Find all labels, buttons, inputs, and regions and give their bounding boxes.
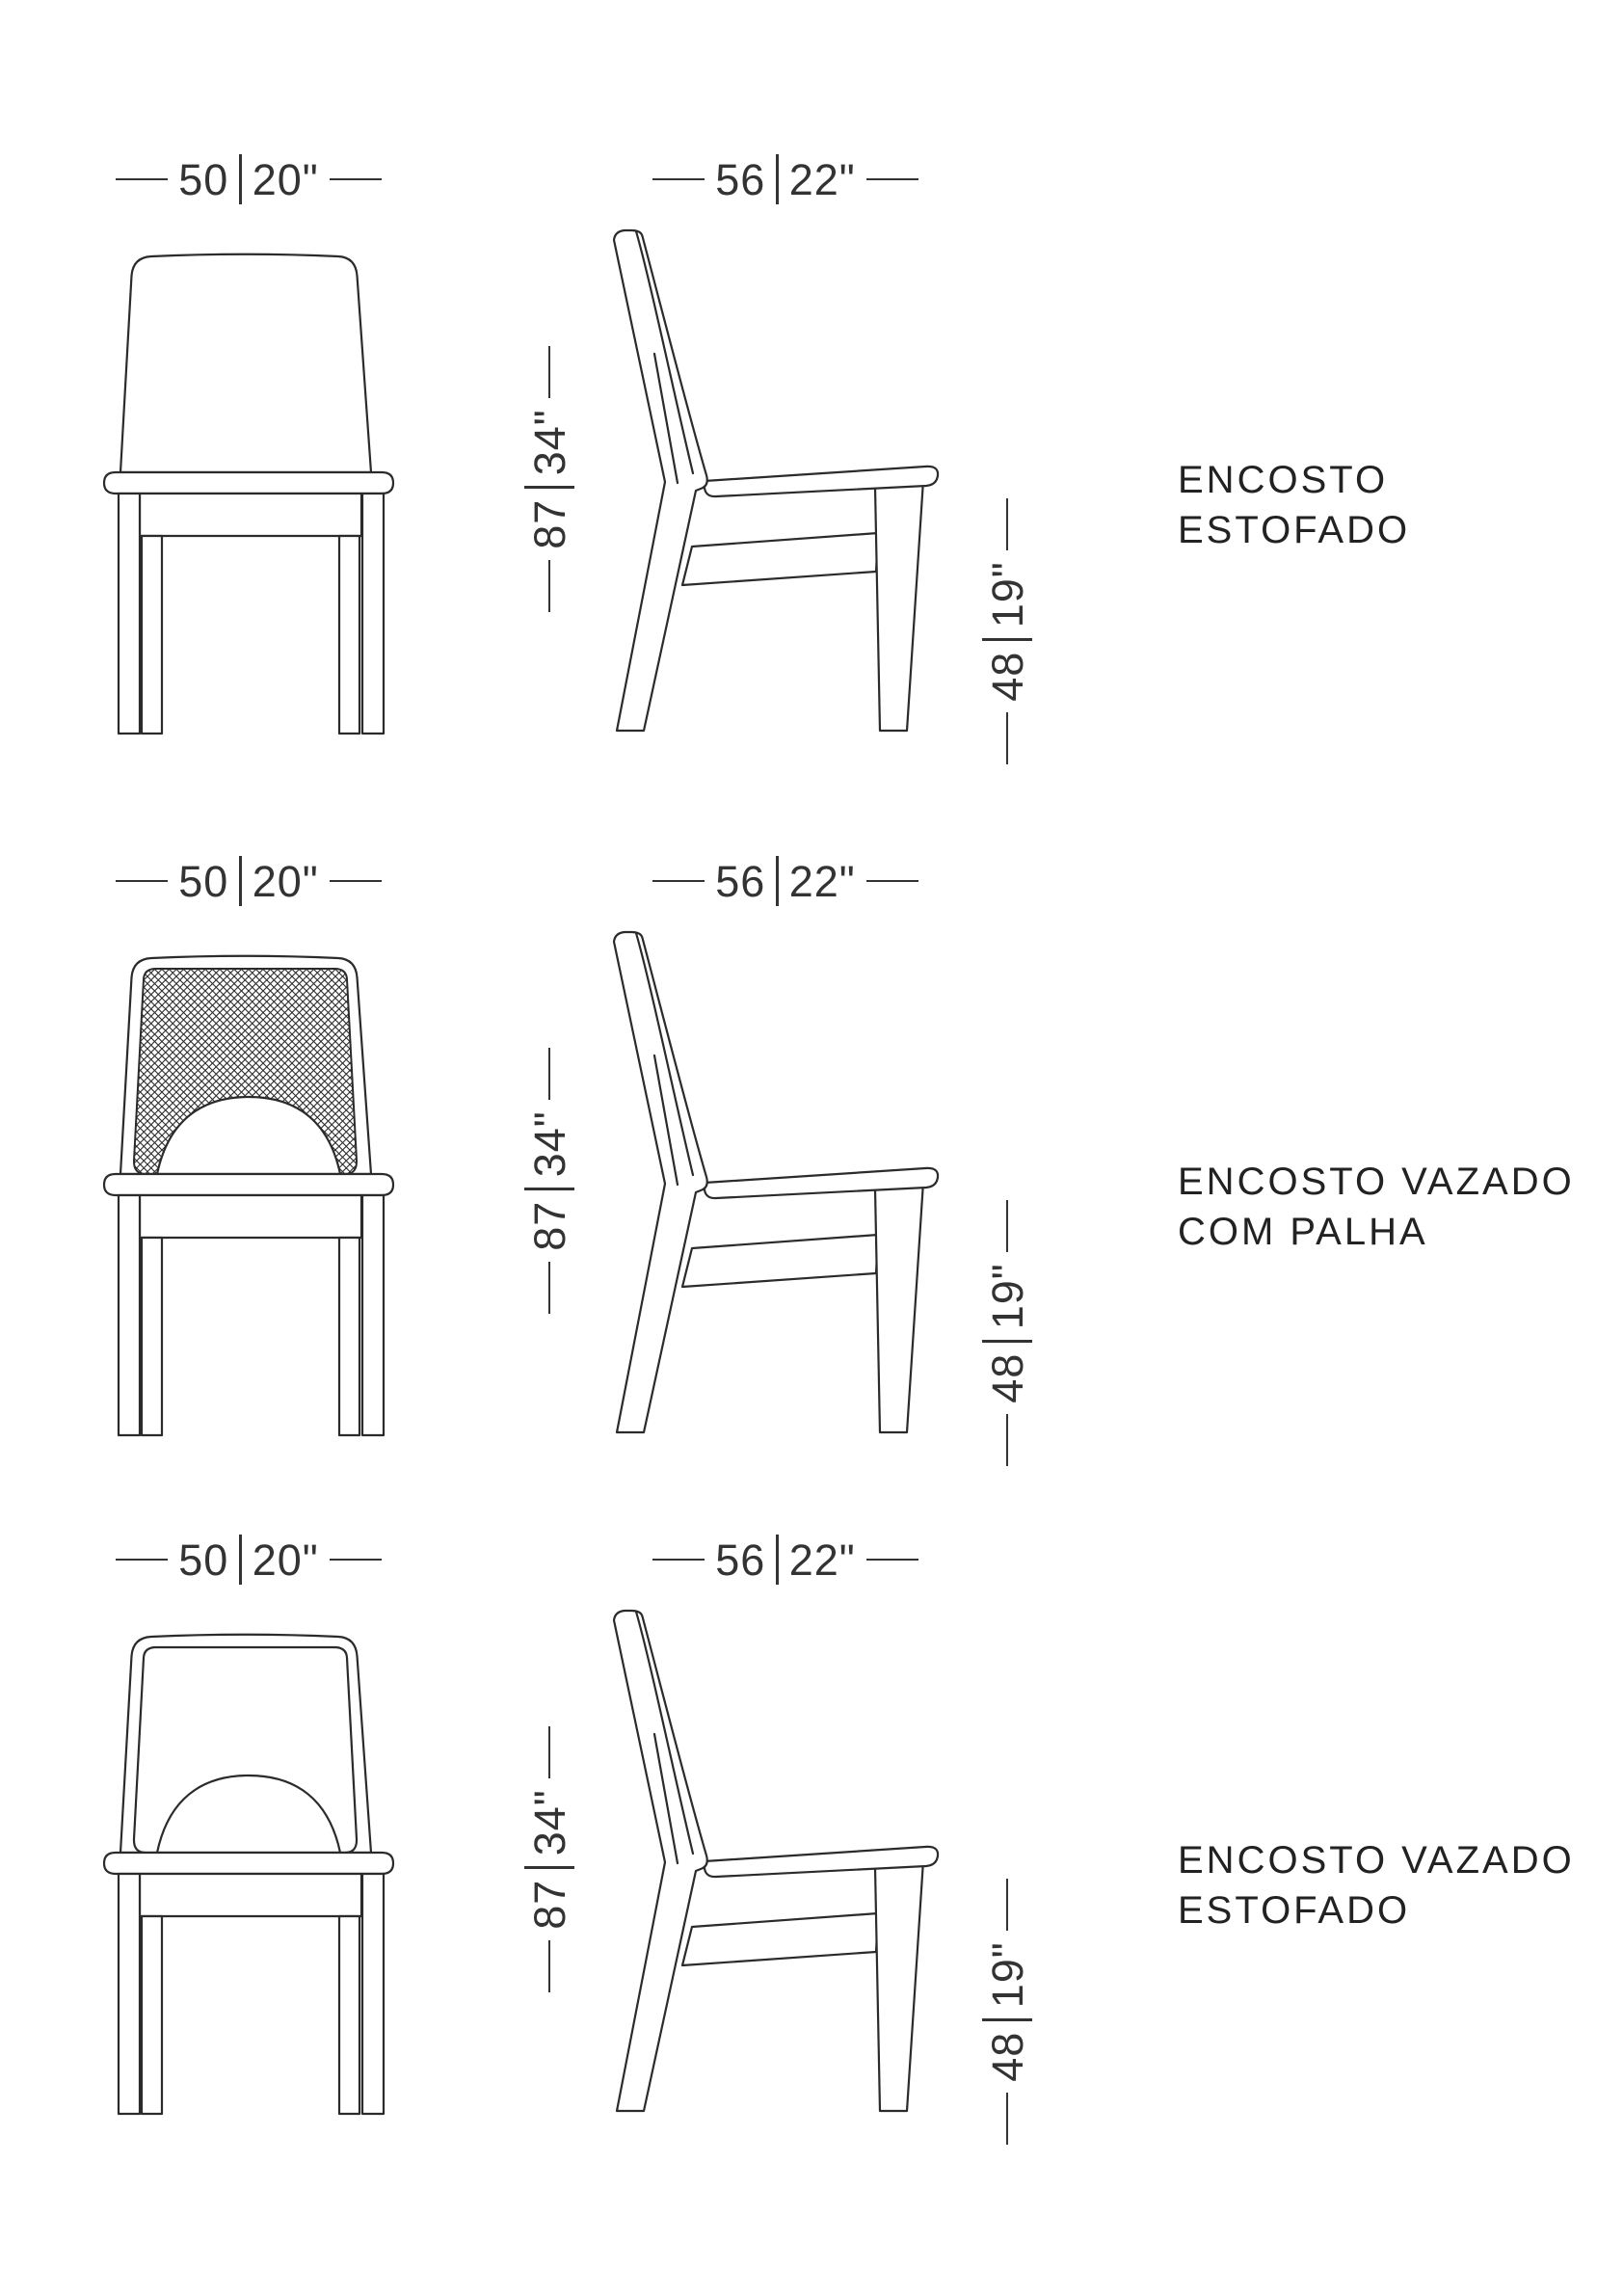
dimension-tick-line xyxy=(116,880,168,882)
side-backpost-and-back-leg xyxy=(614,932,707,1432)
dimension-tick-line xyxy=(1006,712,1008,764)
height-in-value: 34" xyxy=(524,1789,574,1856)
unit-separator-bar xyxy=(524,1188,574,1189)
depth-in-value: 22" xyxy=(788,856,856,906)
side-stretcher-rail xyxy=(682,533,878,585)
front-width-dimension xyxy=(104,1535,393,1585)
seat-height-cm-value: 48 xyxy=(982,2031,1032,2082)
seat-height-dimension xyxy=(982,496,1032,766)
chair-side-view-drawing xyxy=(593,1609,942,2113)
seat-apron xyxy=(140,494,361,536)
dimension-tick-line xyxy=(548,560,550,612)
total-height-dimension xyxy=(524,1046,574,1316)
back-left-leg xyxy=(142,1916,162,2114)
back-right-leg xyxy=(339,1916,359,2114)
caption-line: ESTOFADO xyxy=(1178,1889,1411,1932)
seat-cushion xyxy=(104,1853,393,1874)
dimension-tick-line xyxy=(1006,2093,1008,2145)
dimension-tick-line xyxy=(1006,1879,1008,1931)
dimension-tick-line xyxy=(330,1559,382,1561)
seat-height-dimension xyxy=(982,1877,1032,2147)
dimension-tick-line xyxy=(1006,1414,1008,1466)
front-right-leg xyxy=(362,494,384,734)
total-height-dimension xyxy=(524,1724,574,1994)
width-cm-value: 50 xyxy=(178,1535,229,1585)
seat-height-cm-value: 48 xyxy=(982,1352,1032,1403)
backrest-outline xyxy=(120,254,371,472)
seat-height-in-value: 19" xyxy=(982,1941,1032,2009)
dimension-tick-line xyxy=(548,1940,550,1992)
unit-separator-bar xyxy=(982,1340,1032,1342)
seat-apron xyxy=(140,1874,361,1916)
caption-line: ENCOSTO xyxy=(1178,459,1389,501)
front-left-leg xyxy=(119,1874,140,2114)
caption-line: ESTOFADO xyxy=(1178,509,1411,551)
variant-caption xyxy=(1178,1157,1575,1257)
side-front-leg xyxy=(875,480,923,731)
dimension-tick-line xyxy=(866,178,918,180)
caption-line: COM PALHA xyxy=(1178,1211,1428,1253)
height-in-value: 34" xyxy=(524,409,574,476)
dimension-tick-line xyxy=(548,1048,550,1100)
dimension-tick-line xyxy=(1006,1200,1008,1252)
seat-cushion xyxy=(104,472,393,494)
back-right-leg xyxy=(339,536,359,734)
side-stretcher-rail xyxy=(682,1235,878,1287)
side-stretcher-rail xyxy=(682,1913,878,1965)
dimension-tick-line xyxy=(330,178,382,180)
depth-dimension xyxy=(611,1535,960,1585)
seat-height-dimension xyxy=(982,1198,1032,1468)
seat-cushion xyxy=(104,1174,393,1195)
depth-cm-value: 56 xyxy=(715,1535,766,1585)
seat-height-cm-value: 48 xyxy=(982,651,1032,702)
chair-front-view-drawing-open-upholstered xyxy=(104,1612,393,2116)
unit-separator-bar xyxy=(524,1866,574,1868)
back-left-leg xyxy=(142,1238,162,1435)
dimension-tick-line xyxy=(116,1559,168,1561)
depth-in-value: 22" xyxy=(788,154,856,204)
width-in-value: 20" xyxy=(252,1535,319,1585)
side-backpost-and-back-leg xyxy=(614,230,707,731)
side-front-leg xyxy=(875,1860,923,2111)
dimension-tick-line xyxy=(548,1726,550,1778)
dimension-tick-line xyxy=(330,880,382,882)
front-left-leg xyxy=(119,1195,140,1435)
width-in-value: 20" xyxy=(252,856,319,906)
seat-height-in-value: 19" xyxy=(982,561,1032,628)
depth-cm-value: 56 xyxy=(715,154,766,204)
back-left-leg xyxy=(142,536,162,734)
width-in-value: 20" xyxy=(252,154,319,204)
dimension-tick-line xyxy=(116,178,168,180)
unit-separator-bar xyxy=(982,2018,1032,2020)
variant-caption xyxy=(1178,455,1410,555)
height-in-value: 34" xyxy=(524,1110,574,1178)
dimension-tick-line xyxy=(652,1559,705,1561)
front-left-leg xyxy=(119,494,140,734)
chair-front-view-drawing-cane xyxy=(104,933,393,1437)
front-width-dimension xyxy=(104,856,393,906)
dimension-tick-line xyxy=(866,880,918,882)
seat-height-in-value: 19" xyxy=(982,1263,1032,1330)
variant-caption xyxy=(1178,1835,1575,1936)
front-right-leg xyxy=(362,1195,384,1435)
dimension-tick-line xyxy=(652,178,705,180)
dimension-tick-line xyxy=(1006,498,1008,550)
caption-line: ENCOSTO VAZADO xyxy=(1178,1839,1575,1882)
dimension-tick-line xyxy=(548,1262,550,1314)
back-right-leg xyxy=(339,1238,359,1435)
depth-cm-value: 56 xyxy=(715,856,766,906)
dimension-tick-line xyxy=(652,880,705,882)
depth-dimension xyxy=(611,856,960,906)
front-width-dimension xyxy=(104,154,393,204)
width-cm-value: 50 xyxy=(178,856,229,906)
unit-separator-bar xyxy=(524,486,574,488)
height-cm-value: 87 xyxy=(524,498,574,549)
chair-side-view-drawing xyxy=(593,228,942,733)
height-cm-value: 87 xyxy=(524,1879,574,1930)
depth-in-value: 22" xyxy=(788,1535,856,1585)
side-front-leg xyxy=(875,1182,923,1432)
seat-apron xyxy=(140,1195,361,1238)
width-cm-value: 50 xyxy=(178,154,229,204)
unit-separator-bar xyxy=(982,638,1032,640)
dimension-tick-line xyxy=(548,346,550,398)
caption-line: ENCOSTO VAZADO xyxy=(1178,1161,1575,1203)
total-height-dimension xyxy=(524,344,574,614)
side-backpost-and-back-leg xyxy=(614,1611,707,2111)
depth-dimension xyxy=(611,154,960,204)
chair-front-view-drawing xyxy=(104,231,393,735)
chair-side-view-drawing xyxy=(593,930,942,1434)
front-right-leg xyxy=(362,1874,384,2114)
dimension-tick-line xyxy=(866,1559,918,1561)
height-cm-value: 87 xyxy=(524,1200,574,1251)
